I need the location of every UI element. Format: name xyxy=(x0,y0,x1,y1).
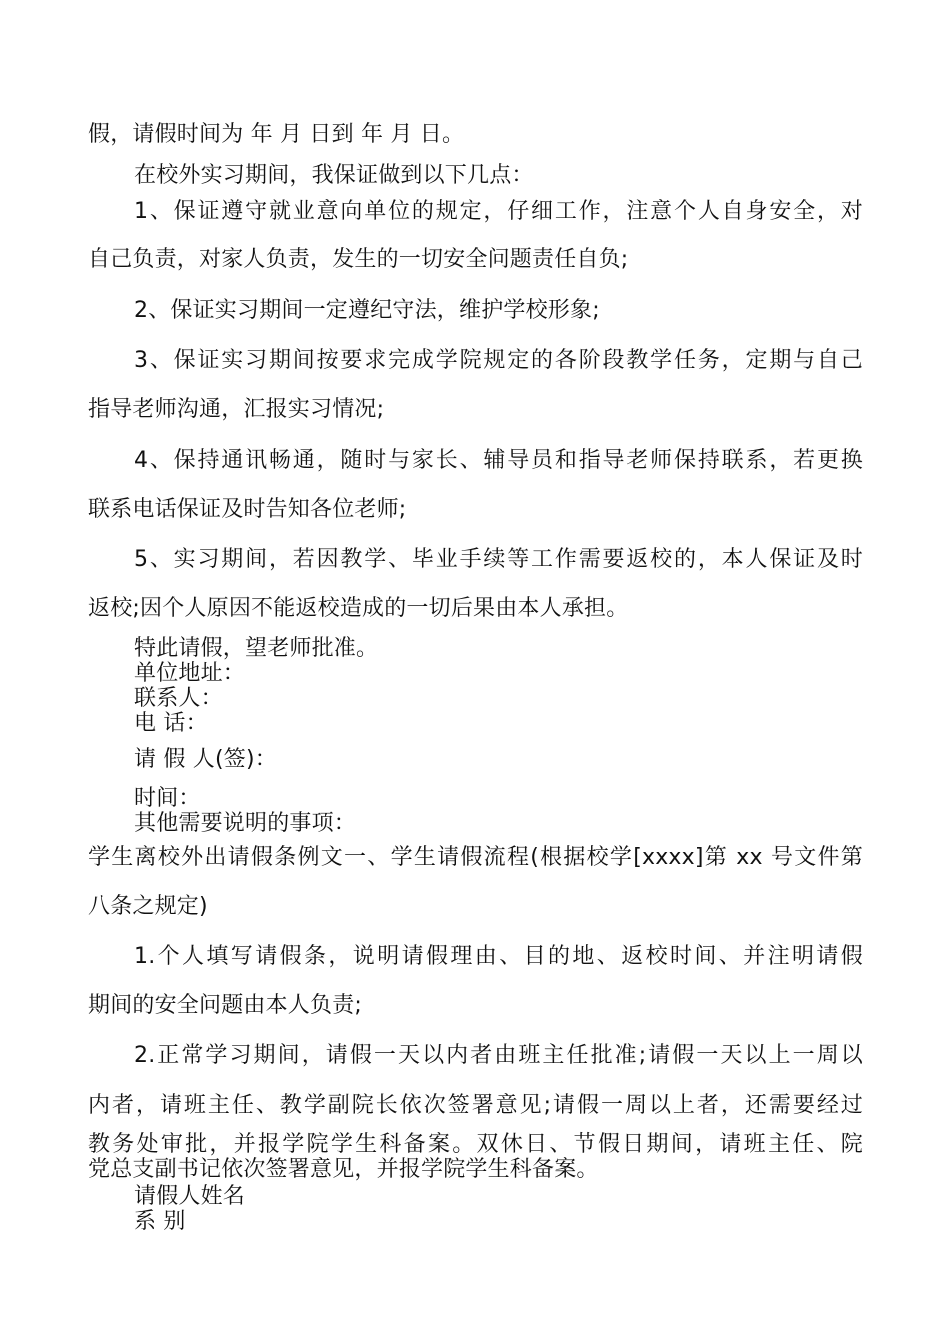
text-line: 3、保证实习期间按要求完成学院规定的各阶段教学任务，定期与自己 xyxy=(134,348,863,373)
text-line: 系 别 xyxy=(134,1209,186,1234)
text-line: 返校;因个人原因不能返校造成的一切后果由本人承担。 xyxy=(88,596,629,621)
text-line: 1.个人填写请假条，说明请假理由、目的地、返校时间、并注明请假 xyxy=(134,944,863,969)
text-line: 其他需要说明的事项： xyxy=(134,811,357,836)
text-line: 假，请假时间为 年 月 日到 年 月 日。 xyxy=(88,122,465,147)
text-line: 自己负责，对家人负责，发生的一切安全问题责任自负; xyxy=(88,247,629,272)
text-line: 联系电话保证及时告知各位老师; xyxy=(88,497,407,522)
text-line: 请 假 人(签)： xyxy=(134,747,277,772)
text-line: 内者，请班主任、教学副院长依次签署意见;请假一周以上者，还需要经过 xyxy=(88,1093,863,1118)
text-line: 5、实习期间，若因教学、毕业手续等工作需要返校的，本人保证及时 xyxy=(134,547,863,572)
text-line: 联系人： xyxy=(134,686,223,711)
text-line: 1、保证遵守就业意向单位的规定，仔细工作，注意个人自身安全，对 xyxy=(134,199,863,224)
text-line: 特此请假，望老师批准。 xyxy=(134,636,379,661)
text-line: 电 话： xyxy=(134,711,208,736)
text-line: 2、保证实习期间一定遵纪守法，维护学校形象; xyxy=(134,298,600,323)
text-line: 在校外实习期间，我保证做到以下几点： xyxy=(134,163,534,188)
text-line: 指导老师沟通，汇报实习情况; xyxy=(88,397,385,422)
text-line: 2.正常学习期间，请假一天以内者由班主任批准;请假一天以上一周以 xyxy=(134,1043,863,1068)
text-line: 期间的安全问题由本人负责; xyxy=(88,993,363,1018)
text-line: 教务处审批，并报学院学生科备案。双休日、节假日期间，请班主任、院 xyxy=(88,1132,863,1157)
text-line: 时间： xyxy=(134,786,201,811)
text-line: 党总支副书记依次签署意见，并报学院学生科备案。 xyxy=(88,1157,599,1182)
text-line: 八条之规定) xyxy=(88,894,208,919)
text-line: 单位地址： xyxy=(134,661,246,686)
text-line: 学生离校外出请假条例文一、学生请假流程(根据校学[xxxx]第 xx 号文件第 xyxy=(88,845,863,870)
text-line: 请假人姓名 xyxy=(134,1184,246,1209)
text-line: 4、保持通讯畅通，随时与家长、辅导员和指导老师保持联系，若更换 xyxy=(134,448,863,473)
